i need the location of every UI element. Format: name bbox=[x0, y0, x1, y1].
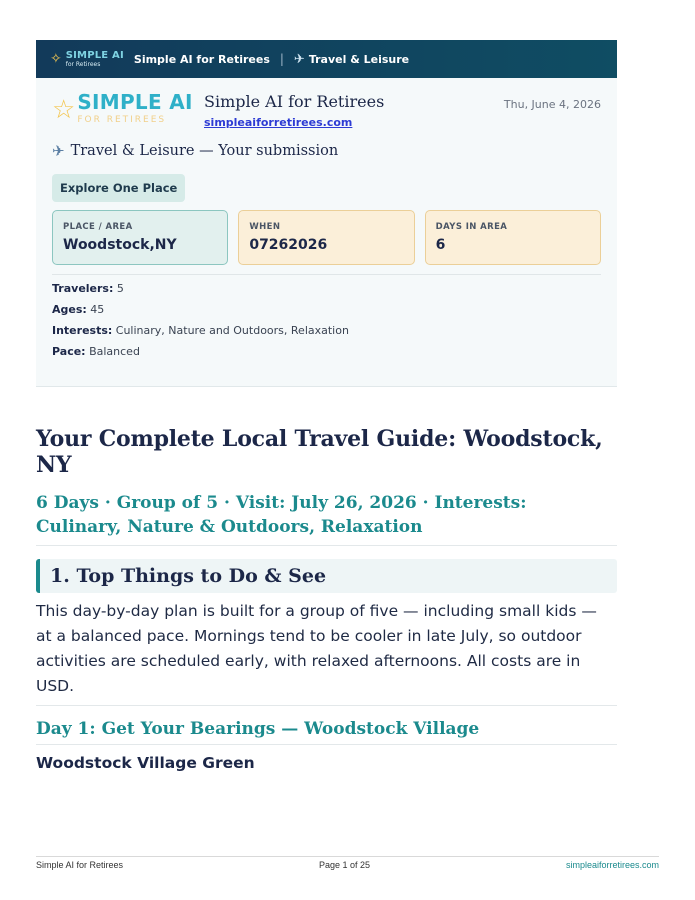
place-label: PLACE / AREA bbox=[63, 222, 133, 232]
guide-title: Your Complete Local Travel Guide: Woodstock, NY bbox=[36, 426, 603, 478]
logo-subtext: FOR RETIREES bbox=[77, 115, 167, 125]
footer-page-number: Page 1 of 25 bbox=[318, 860, 371, 870]
travelers-value: 5 bbox=[113, 282, 124, 295]
place-field bbox=[52, 210, 228, 265]
mode-pill: Explore One Place bbox=[52, 174, 185, 202]
banner-logo-text: SIMPLE AI bbox=[65, 49, 124, 61]
interests-row bbox=[52, 324, 601, 338]
logo-text: SIMPLE AI bbox=[77, 90, 193, 114]
section-title-text: Travel & Leisure — Your submission bbox=[70, 143, 339, 159]
days-field bbox=[425, 210, 601, 265]
star-icon: ✧ bbox=[50, 51, 62, 67]
travelers-label: Travelers: bbox=[52, 282, 114, 295]
pace-value: Balanced bbox=[85, 345, 140, 358]
interests-label: Interests: bbox=[52, 324, 113, 337]
day-rule bbox=[36, 744, 617, 745]
intro-paragraph: This day-by-day plan is built for a group of five — including small kids — at a balanced pace. Mornings tend to be cooler in late July, so outdoor activities are scheduled early, with relaxed afternoons. All costs are in USD. bbox=[36, 602, 597, 695]
ages-value: 45 bbox=[86, 303, 105, 316]
star-icon: ☆ bbox=[52, 94, 76, 125]
banner-separator: | bbox=[279, 52, 284, 66]
header-titles bbox=[204, 92, 384, 130]
place-heading: Woodstock Village Green bbox=[36, 754, 255, 772]
section-title bbox=[52, 142, 601, 160]
header-date: Thu, June 4, 2026 bbox=[503, 98, 601, 111]
footer-right: simpleaiforretirees.com bbox=[565, 860, 659, 870]
banner-site-name: Simple AI for Retirees bbox=[133, 52, 270, 66]
when-label: WHEN bbox=[249, 222, 281, 232]
guide-subtitle: 6 Days · Group of 5 · Visit: July 26, 2026 · Interests: Culinary, Nature & Outdoors, Relaxation bbox=[36, 493, 527, 537]
subtitle-rule bbox=[36, 545, 617, 546]
document-page bbox=[36, 40, 617, 772]
pace-row bbox=[52, 345, 601, 359]
site-logo[interactable] bbox=[52, 92, 202, 125]
site-title: Simple AI for Retirees bbox=[204, 92, 385, 111]
days-label: DAYS IN AREA bbox=[435, 222, 508, 232]
banner-section bbox=[294, 52, 409, 67]
airplane-icon: ✈ bbox=[293, 51, 305, 67]
ages-row bbox=[52, 303, 601, 317]
ages-label: Ages: bbox=[52, 303, 87, 316]
when-field bbox=[238, 210, 414, 265]
day-heading: Day 1: Get Your Bearings — Woodstock Village bbox=[36, 719, 480, 739]
intro-rule bbox=[36, 705, 617, 706]
card-divider bbox=[52, 274, 601, 275]
trip-fields bbox=[52, 210, 601, 265]
interests-value: Culinary, Nature and Outdoors, Relaxation bbox=[112, 324, 349, 337]
top-banner bbox=[36, 40, 617, 78]
banner-section-label: Travel & Leisure bbox=[308, 52, 410, 66]
travelers-row bbox=[52, 282, 601, 296]
days-value: 6 bbox=[435, 237, 446, 253]
footer-left: Simple AI for Retirees bbox=[36, 860, 124, 870]
banner-logo[interactable] bbox=[50, 51, 124, 68]
airplane-icon: ✈ bbox=[52, 142, 65, 160]
submission-card bbox=[36, 78, 617, 387]
site-link[interactable]: simpleaiforretirees.com bbox=[204, 116, 353, 129]
when-value: 07262026 bbox=[249, 237, 328, 253]
header-row bbox=[52, 92, 601, 134]
page-footer bbox=[36, 856, 659, 870]
place-value: Woodstock,NY bbox=[63, 237, 177, 253]
pace-label: Pace: bbox=[52, 345, 86, 358]
section-heading: 1. Top Things to Do & See bbox=[36, 559, 617, 593]
banner-logo-subtext: for Retirees bbox=[65, 60, 101, 68]
